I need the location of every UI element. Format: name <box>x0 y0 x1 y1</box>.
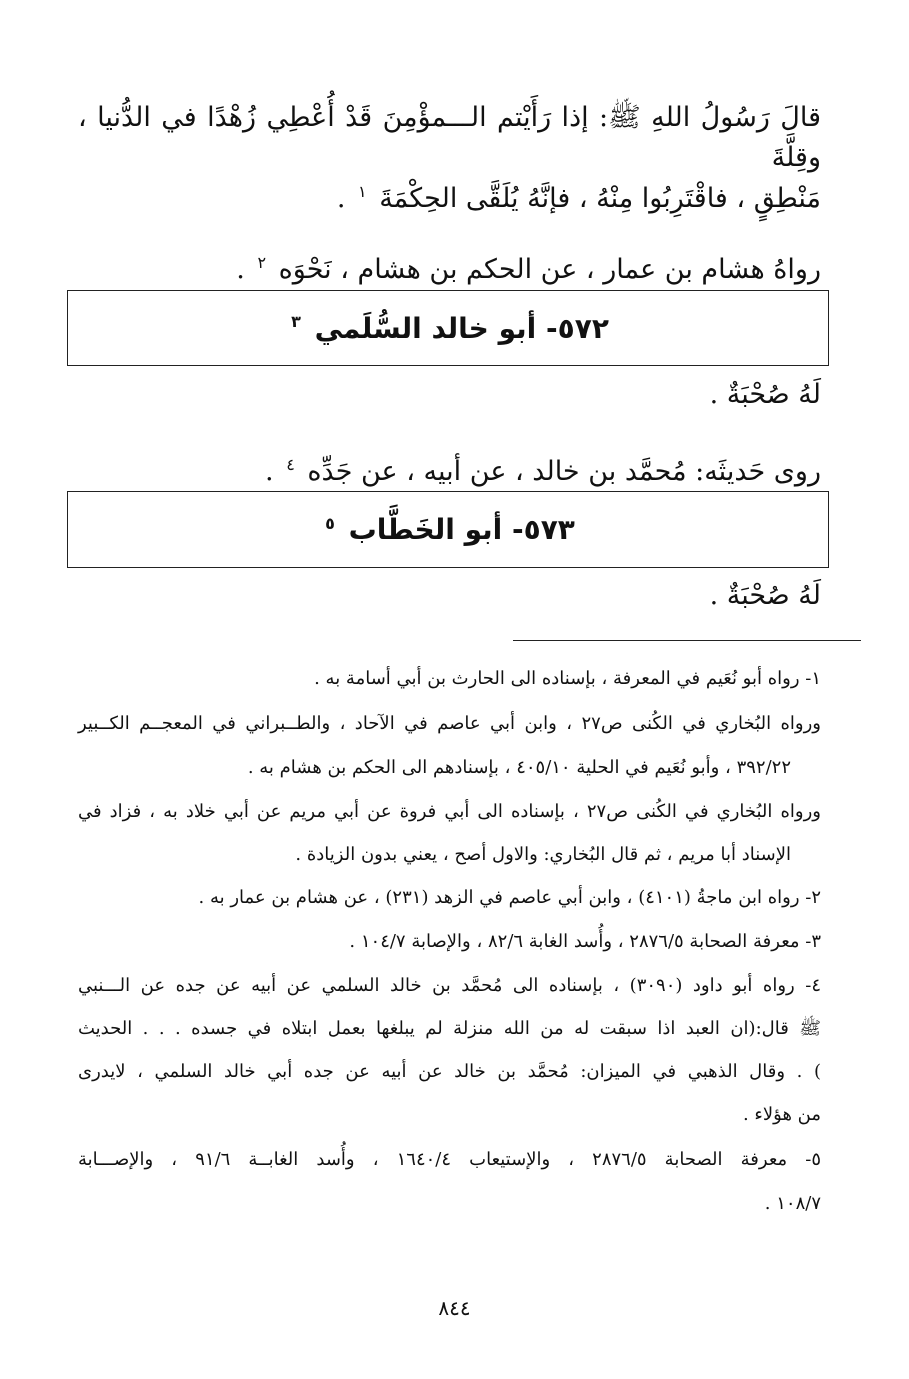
footnote-1-cont-3: ورواه البُخاري في الكُنى ص٢٧ ، بإسناده الى أبي فروة عن أبي مريم عن أبي خلاد به ، فزاد في <box>78 801 821 822</box>
entry-heading-572 <box>287 312 609 345</box>
footnote-line-11 <box>743 1101 821 1129</box>
narration-line <box>236 243 821 290</box>
hadith-text-2: مَنْطِقٍ ، فاقْتَرِبُوا مِنْهُ ، فإنَّهُ يُلَقَّى الحِكْمَةَ <box>379 183 821 214</box>
hadith-line-1 <box>78 98 821 178</box>
footnote-line-5 <box>295 841 791 869</box>
entry-narration-572 <box>265 445 821 492</box>
footnote-line-9 <box>78 1015 821 1043</box>
companion-text-573: لَهُ صُحْبَةٌ . <box>709 580 821 611</box>
footnote-line-6 <box>199 884 822 912</box>
hadith-line-2 <box>337 172 821 219</box>
footnote-line-3 <box>248 754 791 782</box>
companion-text-572: لَهُ صُحْبَةٌ . <box>709 379 821 410</box>
footnote-2-text: ٢- رواه ابن ماجةُ (٤١٠١) ، وابن أبي عاصم في الزهد (٢٣١) ، عن هشام بن عمار به . <box>198 887 821 908</box>
footnote-3-text: ٣- معرفة الصحابة ٢٨٧٦/٥ ، وأُسد الغابة ٨٢/٦ ، والإصابة ١٠٤/٧ . <box>349 931 821 952</box>
footnote-5-cont-1: ١٠٨/٧ . <box>764 1193 821 1214</box>
footnote-ref-3[interactable]: ٣ <box>291 312 301 332</box>
footnote-line-2 <box>78 710 821 738</box>
footnote-1-text: ١- رواه أبو نُعَيم في المعرفة ، بإسناده الى الحارث بن أبي أسامة به . <box>314 668 821 689</box>
entry-narration-text-572: روى حَديثَه: مُحمَّد بن خالد ، عن أبيه ، عن جَدِّه <box>307 456 821 487</box>
footnote-line-4 <box>78 798 821 826</box>
page-number: ٨٤٤ <box>438 1296 471 1320</box>
entry-narration-end-572: . <box>265 456 274 487</box>
footnote-4-cont-3: من هؤلاء . <box>742 1104 821 1125</box>
footnote-4-cont-2: ) . وقال الذهبي في الميزان: مُحمَّد بن خالد عن أبيه عن جده أبي خالد السلمي ، لايدرى <box>78 1061 821 1082</box>
footnote-line-8 <box>78 972 821 1000</box>
footnote-line-12 <box>78 1146 821 1174</box>
footnote-4-cont-1: ﷺ قال:(ان العبد اذا سبقت له من الله منزلة لم يبلغها بعمل ابتلاه في جسده . . . الحديث <box>78 1018 821 1039</box>
companion-note-573 <box>710 576 821 616</box>
footnote-line-7 <box>349 928 821 956</box>
footnote-5-text: ٥- معرفة الصحابة ٢٨٧٦/٥ ، والإستيعاب ١٦٤٠/٤ ، وأُسد الغابــة ٩١/٦ ، والإصـــابة <box>78 1149 822 1170</box>
footnote-line-10 <box>78 1058 821 1086</box>
footnote-ref-4[interactable]: ٤ <box>286 455 295 474</box>
companion-note-572 <box>710 375 821 415</box>
footnote-1-cont-2: ٣٩٢/٢٢ ، وأبو نُعَيم في الحلية ٤٠٥/١٠ ، بإسنادهم الى الحكم بن هشام به . <box>247 757 791 778</box>
hadith-end-mark: . <box>336 183 346 214</box>
footnote-ref-2[interactable]: ٢ <box>257 253 267 272</box>
footnote-ref-1[interactable]: ١ <box>358 182 367 201</box>
footnote-separator <box>513 640 861 641</box>
entry-heading-573 <box>321 513 575 546</box>
entry-heading-box-573 <box>67 491 829 568</box>
footnote-line-13 <box>765 1190 821 1218</box>
footnote-1-cont-1: ورواه البُخاري في الكُنى ص٢٧ ، وابن أبي عاصم في الآحاد ، والطــبراني في المعجــم الكــبير <box>78 713 821 734</box>
narration-end-mark: . <box>236 254 245 285</box>
hadith-text-1: قالَ رَسُولُ اللهِ ﷺ: إذا رَأَيْتم الـــمؤْمِنَ قَدْ أُعْطِي زُهْدًا في الدُّنيا ، وقِلَّةَ <box>78 102 821 173</box>
footnote-line-1 <box>314 665 821 693</box>
narration-text: رواهُ هشام بن عمار ، عن الحكم بن هشام ، نَحْوَه <box>278 254 821 285</box>
footnote-4-text: ٤- رواه أبو داود (٣٠٩٠) ، بإسناده الى مُحمَّد بن خالد السلمي عن أبيه عن جده عن الـــنبي <box>78 975 821 996</box>
entry-title-572: ٥٧٢- أبو خالد السُّلَمي <box>314 311 609 345</box>
entry-title-573: ٥٧٣- أبو الخَطَّاب <box>348 513 575 546</box>
entry-heading-box-572 <box>67 290 829 366</box>
footnote-1-cont-4: الإسناد أبا مريم ، ثم قال البُخاري: والاول أصح ، يعني بدون الزيادة . <box>295 844 791 865</box>
footnote-ref-5[interactable]: ٥ <box>325 513 335 533</box>
